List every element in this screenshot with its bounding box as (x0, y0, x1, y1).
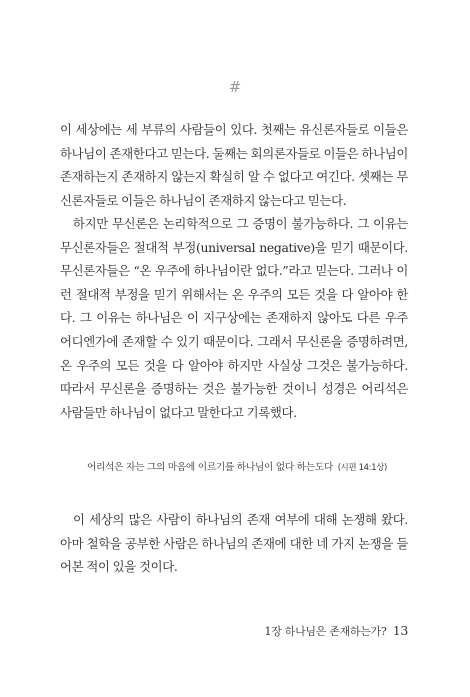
page-number: 13 (392, 623, 408, 638)
chapter-title: 1장 하나님은 존재하는가? (264, 625, 387, 638)
body-paragraph-1: 이 세상에는 세 부류의 사람들이 있다. 첫째는 유신론자들로 이들은 하나님이 존재한다고 믿는다. 둘째는 회의론자들로 이들은 하나님이 존재하는지 존재하지 않는지 확실히 알 수 없다고 여긴다. 셋째는 무신론자들로 이들은 하나님이 존재하지 않는다고 믿는다. (60, 122, 408, 208)
running-footer (265, 623, 408, 639)
scripture-quote (87, 459, 417, 473)
body-paragraph-3: 이 세상의 많은 사람이 하나님의 존재 여부에 대해 논쟁해 왔다. 아마 철학을 공부한 사람은 하나님의 존재에 대한 네 가지 논쟁을 들어본 적이 있을 것이다. (60, 512, 408, 575)
quote-reference: (시편 14:1상) (337, 462, 387, 472)
body-paragraph-2: 하지만 무신론은 논리학적으로 그 증명이 불가능하다. 그 이유는 무신론자들은 절대적 부정(universal negative)을 믿기 때문이다. 무신론자들은 “온 우주에 하나님이란 없다.”라고 믿는다. 그러나 이런 절대적 부정을 믿기 위해서는 온 우주의 모든 것을 다 알아야 한다. 그 이유는 하나님은 이 지구상에는 존재하지 않아도 다른 우주 어디엔가에 존재할 수 있기 때문이다. 그래서 무신론을 증명하려면, 온 우주의 모든 것을 다 알아야 하지만 사실상 그것은 불가능하다. 따라서 무신론을 증명하는 것은 불가능한 것이니 성경은 어리석은 사람들만 하나님이 없다고 말한다고 기록했다. (60, 216, 408, 420)
quote-text: 어리석은 자는 그의 마음에 이르기를 하나님이 없다 하는도다 (87, 462, 333, 473)
section-ornament: # (228, 78, 242, 96)
